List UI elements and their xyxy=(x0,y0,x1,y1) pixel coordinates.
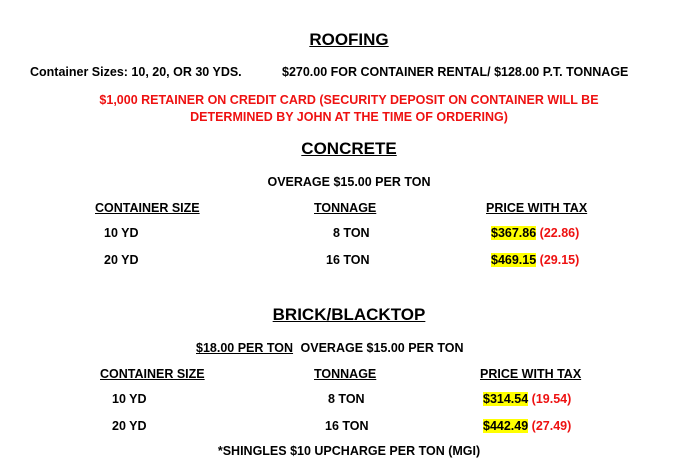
brick-row2-tax: (27.49) xyxy=(531,419,572,433)
brick-row1-tonnage: 8 TON xyxy=(328,392,365,406)
concrete-row1-tax: (22.86) xyxy=(539,226,580,240)
brick-header-size: CONTAINER SIZE xyxy=(100,367,205,381)
brick-overage: OVERAGE $15.00 PER TON xyxy=(300,341,464,355)
concrete-row1-price xyxy=(491,226,579,240)
concrete-title: CONCRETE xyxy=(301,139,397,158)
concrete-row2-price-value: $469.15 xyxy=(491,253,537,267)
brick-per-ton-line xyxy=(196,341,464,355)
concrete-row2-tonnage: 16 TON xyxy=(326,253,370,267)
brick-header-price: PRICE WITH TAX xyxy=(480,367,582,381)
concrete-header-price: PRICE WITH TAX xyxy=(486,201,588,215)
roofing-retainer-line2: DETERMINED BY JOHN AT THE TIME OF ORDERING) xyxy=(190,110,508,124)
brick-title: BRICK/BLACKTOP xyxy=(272,305,426,324)
roofing-rental-price: $270.00 FOR CONTAINER RENTAL/ $128.00 P.T. TONNAGE xyxy=(282,65,629,79)
brick-header-tonnage: TONNAGE xyxy=(314,367,377,381)
brick-row1-price xyxy=(483,392,571,406)
brick-row1-price-value: $314.54 xyxy=(483,392,529,406)
brick-row2-price-value: $442.49 xyxy=(483,419,529,433)
shingles-note: *SHINGLES $10 UPCHARGE PER TON (MGI) xyxy=(217,444,481,458)
concrete-row1-tonnage: 8 TON xyxy=(333,226,370,240)
brick-row1-tax: (19.54) xyxy=(531,392,572,406)
brick-per-ton: $18.00 PER TON xyxy=(196,341,294,355)
concrete-header-size: CONTAINER SIZE xyxy=(95,201,200,215)
concrete-overage: OVERAGE $15.00 PER TON xyxy=(267,175,431,189)
brick-row2-price xyxy=(483,419,571,433)
concrete-row1-size: 10 YD xyxy=(104,226,139,240)
concrete-row2-price xyxy=(491,253,579,267)
brick-row1-size: 10 YD xyxy=(112,392,147,406)
concrete-header-tonnage: TONNAGE xyxy=(314,201,377,215)
brick-row2-size: 20 YD xyxy=(112,419,147,433)
concrete-row2-tax: (29.15) xyxy=(539,253,580,267)
brick-row2-tonnage: 16 TON xyxy=(325,419,369,433)
roofing-retainer-line1: $1,000 RETAINER ON CREDIT CARD (SECURITY DEPOSIT ON CONTAINER WILL BE xyxy=(99,93,599,107)
concrete-row2-size: 20 YD xyxy=(104,253,139,267)
roofing-title: ROOFING xyxy=(309,30,389,49)
roofing-container-sizes: Container Sizes: 10, 20, OR 30 YDS. xyxy=(30,65,242,79)
concrete-row1-price-value: $367.86 xyxy=(491,226,537,240)
